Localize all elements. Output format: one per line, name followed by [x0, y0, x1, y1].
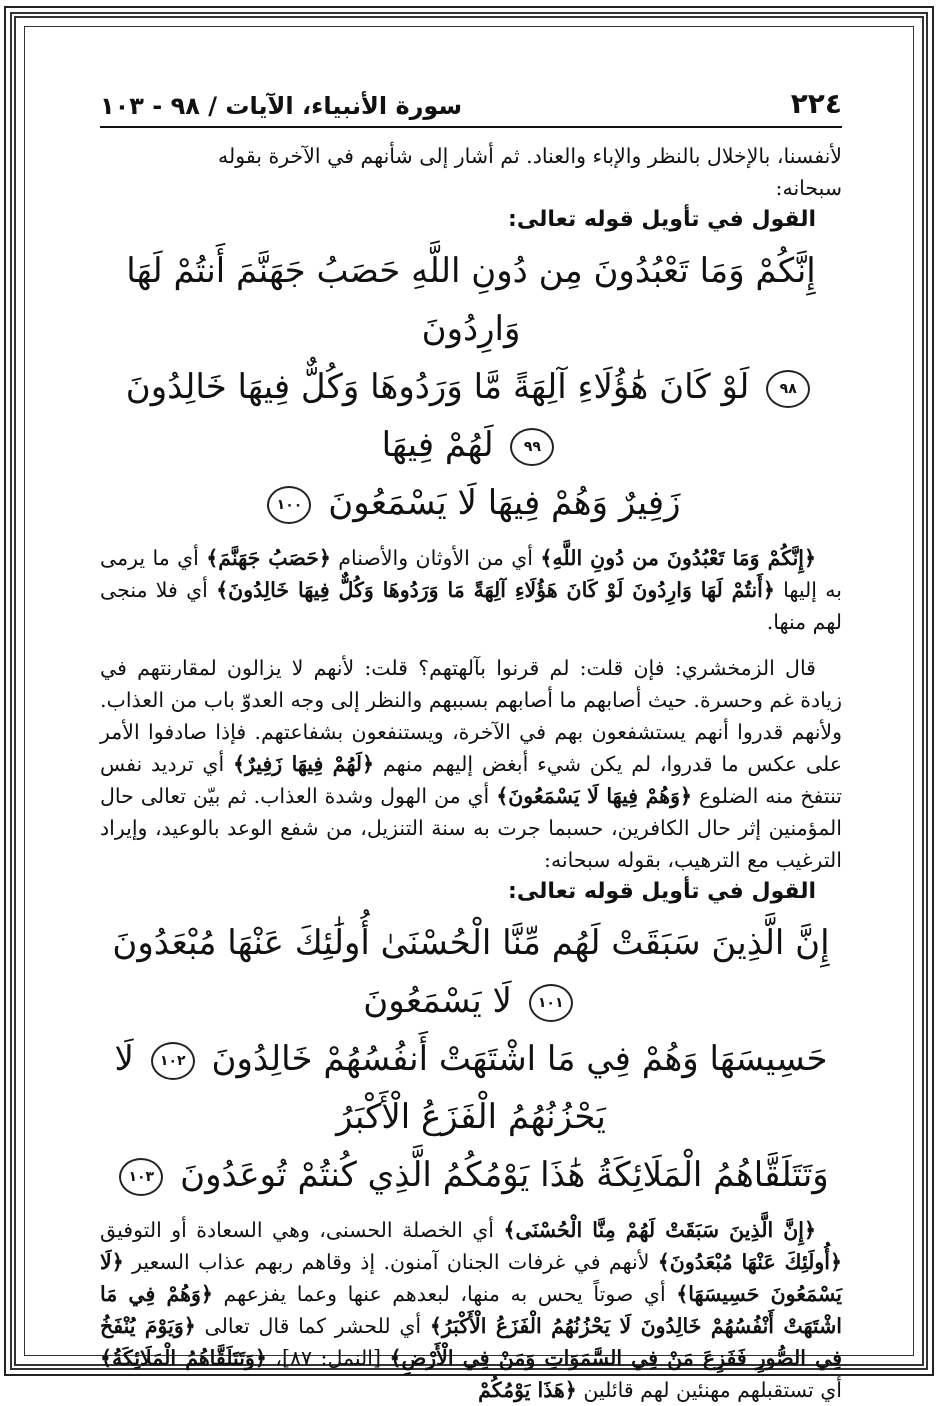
quoted-verse: ﴿وَهُمْ فِيهَا لَا يَسْمَعُونَ﴾	[496, 784, 692, 808]
quoted-verse: ﴿إِنَّكُمْ وَمَا تَعْبُدُونَ من دُونِ اللَّهِ﴾	[540, 546, 816, 570]
quoted-verse: ﴿لَا يَسْمَعُونَ حَسِيسَهَا﴾	[100, 1250, 842, 1306]
verse-line	[100, 358, 842, 474]
intro-line-1: لأنفسنا، بالإخلال بالنظر والإباء والعناد. ثم أشار إلى شأنهم في الآخرة بقوله	[218, 144, 842, 168]
verse-block-98-100	[100, 242, 842, 532]
commentary-text: أي من الهول وشدة العذاب. ثم بيّن تعالى حال المؤمنين إثر حال الكافرين، حسبما جرت به سنة التنزيل، من شفع الوعد بالوعيد، وإيراد الترغيب مع الترهيب، بقوله سبحانه:	[100, 784, 842, 872]
quoted-verse: ﴿هَذَا يَوْمُكُمْ	[478, 1378, 577, 1402]
verse-text: لَهُمْ فِيهَا	[381, 425, 494, 465]
quoted-verse: ﴿أَنتُمْ لَهَا وَارِدُونَ لَوْ كَانَ هَؤُلَاءِ آلِهَةً مَا وَرَدُوهَا وَكُلٌّ فِيهَا خَالِدُونَ﴾	[216, 578, 775, 602]
verse-text: إِنَّكُمْ وَمَا تَعْبُدُونَ مِن دُونِ اللَّهِ حَصَبُ جَهَنَّمَ أَنتُمْ لَهَا وَارِدُونَ	[126, 251, 816, 349]
quoted-verse: ﴿وَيَوْمَ يُنْفَخُ فِي الصُّورِ فَفَزِعَ مَنْ فِي السَّمَوَاتِ وَمَنْ فِي الْأَرْضِ﴾	[100, 1314, 842, 1370]
quoted-verse: ﴿إِنَّ الَّذِينَ سَبَقَتْ لَهُمْ مِنَّا الْحُسْنَى﴾	[503, 1218, 816, 1242]
ayah-number-marker: ١٠٣	[119, 1158, 163, 1196]
ayah-number-marker: ١٠١	[529, 984, 573, 1022]
page-content	[100, 140, 842, 1402]
commentary-text: أي صوتاً يحس به منها، لبعدهم عنها وعما يفزعهم	[212, 1282, 677, 1306]
page-header	[100, 76, 842, 128]
verse-line	[100, 914, 842, 1030]
running-title: سورة الأنبياء، الآيات / ٩٨ - ١٠٣	[100, 92, 463, 120]
commentary-text: أي فلا منجى لهم منها.	[100, 578, 842, 634]
commentary-paragraph	[100, 1214, 842, 1406]
commentary-text: لأنهم في غرفات الجنان آمنون. إذ وقاهم ربهم عذاب السعير	[123, 1250, 658, 1274]
verse-text: لَوْ كَانَ هَٰؤُلَاءِ آلِهَةً مَّا وَرَدُوهَا وَكُلٌّ فِيهَا خَالِدُونَ	[125, 367, 750, 407]
page-number: ٢٢٤	[790, 87, 842, 120]
commentary-text: أي ما يرمى به إليها	[100, 546, 842, 602]
commentary-text: قال الزمخشري: فإن قلت: لم قرنوا بآلهتهم؟ قلت: لأنهم لا يزالون لمقارنتهم في زيادة غم وحسرة. حيث أصابهم ما أصابهم بسببهم والنظر إلى وجه العدوّ باب من العذاب. ولأنهم قدروا أنهم يستشفعون بهم في الآخرة، ويستنفعون بشفاعتهم. فإذا صادفوا الأمر على عكس ما قدروا، لم يكن شيء أبغض إليهم منهم	[100, 656, 842, 776]
verse-text: حَسِيسَهَا وَهُمْ فِي مَا اشْتَهَتْ أَنفُسُهُمْ خَالِدُونَ	[211, 1039, 828, 1079]
quoted-verse: ﴿حَصَبُ جَهَنَّمَ﴾	[206, 546, 331, 570]
ayah-number-marker: ٩٩	[510, 428, 554, 466]
intro-paragraph	[100, 140, 842, 204]
commentary-text: أي ترديد نفس تنتفخ منه الضلوع	[100, 752, 842, 808]
section-1-heading: القول في تأويل قوله تعالى:	[508, 207, 816, 232]
quoted-verse: ﴿وَهُمْ فِي مَا اشْتَهَتْ أَنْفُسُهُمْ خَالِدُونَ لَا يَحْزُنُهُمُ الْفَزَعُ الْأَكْبَرُ﴾	[100, 1282, 842, 1338]
commentary-text: أي تستقبلهم مهنئين لهم قائلين	[576, 1378, 842, 1402]
verse-text: إِنَّ الَّذِينَ سَبَقَتْ لَهُم مِّنَّا الْحُسْنَىٰ أُولَٰئِكَ عَنْهَا مُبْعَدُونَ	[112, 923, 830, 963]
verse-block-101-103	[100, 914, 842, 1204]
quoted-verse: ﴿لَهُمْ فِيهَا زَفِيرٌ﴾	[232, 752, 375, 776]
verse-line	[100, 1146, 842, 1204]
quoted-verse: ﴿أُولَئِكَ عَنْهَا مُبْعَدُونَ﴾	[657, 1250, 842, 1274]
verse-text: زَفِيرٌ وَهُمْ فِيهَا لَا يَسْمَعُونَ	[328, 483, 681, 523]
commentary-paragraph	[100, 652, 842, 876]
intro-line-2: سبحانه:	[775, 176, 842, 200]
commentary-text: أي من الأوثان والأصنام	[330, 546, 541, 570]
ayah-number-marker: ٩٨	[766, 370, 810, 408]
verse-line	[100, 474, 842, 532]
ayah-number-marker: ١٠٠	[267, 486, 311, 524]
paragraph-spacer	[100, 638, 842, 652]
verse-line	[100, 242, 842, 358]
citation: [النمل: ٨٧]،	[266, 1346, 390, 1370]
verse-text: لَا يَسْمَعُونَ	[363, 981, 512, 1021]
section-2-heading: القول في تأويل قوله تعالى:	[508, 879, 816, 904]
verse-text: وَتَتَلَقَّاهُمُ الْمَلَائِكَةُ هَٰذَا يَوْمُكُمُ الَّذِي كُنتُمْ تُوعَدُونَ	[180, 1155, 829, 1195]
verse-text: لَا يَحْزُنُهُمُ الْفَزَعُ الْأَكْبَرُ	[114, 1039, 606, 1137]
quoted-verse: ﴿وَتَتَلَقَّاهُمُ الْمَلَائِكَةُ﴾	[100, 1346, 267, 1370]
commentary-paragraph	[100, 542, 842, 638]
verse-line	[100, 1030, 842, 1146]
commentary-text: أي للحشر كما قال تعالى	[195, 1314, 430, 1338]
commentary-text: أي الخصلة الحسنى، وهي السعادة أو التوفيق	[100, 1218, 504, 1242]
ayah-number-marker: ١٠٢	[151, 1042, 195, 1080]
